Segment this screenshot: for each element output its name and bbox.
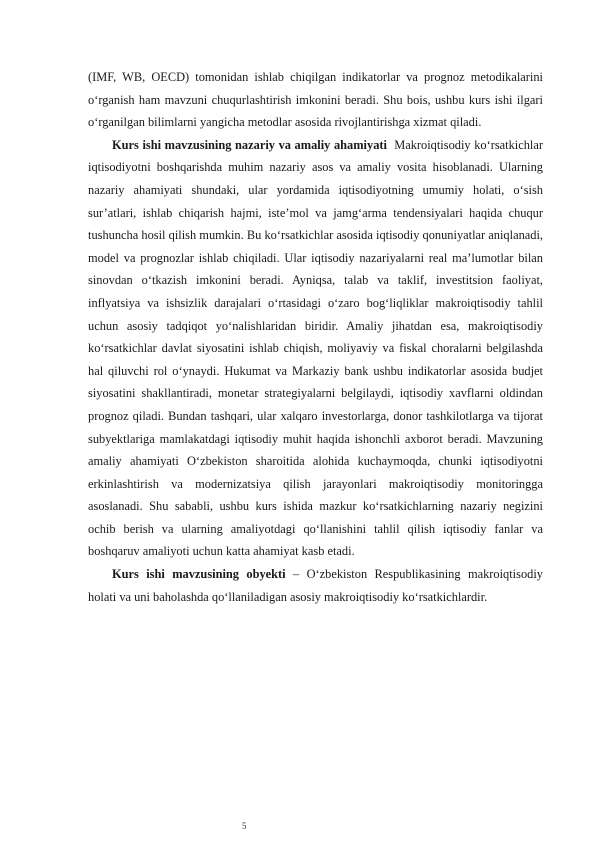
section-text-object: – O‘zbekiston Respublikasining makroiqtisodiy holati va uni baholashda qo‘llaniladigan asosiy makroiqtisodiy ko‘rsatkichlardir. bbox=[88, 567, 543, 604]
section-heading-significance: Kurs ishi mavzusining nazariy va amaliy ahamiyati bbox=[112, 137, 387, 152]
section-text-significance: Makroiqtisodiy ko‘rsatkichlar iqtisodiyotni boshqarishda muhim nazariy asos va amaliy vosita hisoblanadi. Ularning nazariy ahamiyati shundaki, ular yordamida iqtisodiyotning umumiy holati, o‘sish sur’atlari, ishlab chiqarish hajmi, iste’mol va jamg‘arma tendensiyalari haqida chuqur tushuncha hosil qilish mumkin. Bu ko‘rsatkichlar asosida iqtisodiy qonuniyatlar aniqlanadi, model va prognozlar ishlab chiqiladi. Ular iqtisodiy nazariyalarni real ma’lumotlar bilan sinovdan o‘tkazish imkonini beradi. Ayniqsa, talab va taklif, investitsion faoliyat, inflyatsiya va ishsizlik darajalari o‘rtasidagi o‘zaro bog‘liqliklar makroiqtisodiy tahlil uchun asosiy tadqiqot yo‘nalishlaridan biridir. Amaliy jihatdan esa, makroiqtisodiy ko‘rsatkichlar davlat siyosatini ishlab chiqish, moliyaviy va fiskal choralarni belgilashda hal qiluvchi rol o‘ynaydi. Hukumat va Markaziy bank ushbu indikatorlar asosida budjet siyosatini shakllantiradi, monetar strategiyalarni belgilaydi, iqtisodiy xavflarni oldindan prognoz qiladi. Bundan tashqari, ular xalqaro investorlarga, donor tashkilotlarga va tijorat subyektlariga mamlakatdagi iqtisodiy muhit haqida ishonchli axborot beradi. Mavzuning amaliy ahamiyati O‘zbekiston sharoitida alohida kuchaymoqda, chunki iqtisodiyotni erkinlashtirish va modernizatsiya qilish jarayonlari makroiqtisodiy monitoringga asoslanadi. Shu sababli, ushbu kurs ishida mazkur ko‘rsatkichlarning nazariy negizini ochib berish va ularning amaliyotdagi qo‘llanishini tahlil qilish iqtisodiy fanlar va boshqaruv amaliyoti uchun katta ahamiyat kasb etadi. bbox=[88, 137, 544, 559]
paragraph-intro-continuation: (IMF, WB, OECD) tomonidan ishlab chiqilgan indikatorlar va prognoz metodikalarini o‘rganish ham mavzuni chuqurlashtirish imkonini beradi. Shu bois, ushbu kurs ishi ilgari o‘rganilgan bilimlarni yangicha metodlar asosida rivojlantirishga xizmat qiladi. bbox=[88, 70, 543, 130]
document-body bbox=[88, 66, 543, 608]
paragraph-research-object bbox=[88, 563, 543, 608]
paragraph-theoretical-practical-significance bbox=[88, 134, 543, 563]
section-heading-object: Kurs ishi mavzusining obyekti bbox=[112, 567, 286, 582]
page-number: 5 bbox=[242, 821, 247, 831]
